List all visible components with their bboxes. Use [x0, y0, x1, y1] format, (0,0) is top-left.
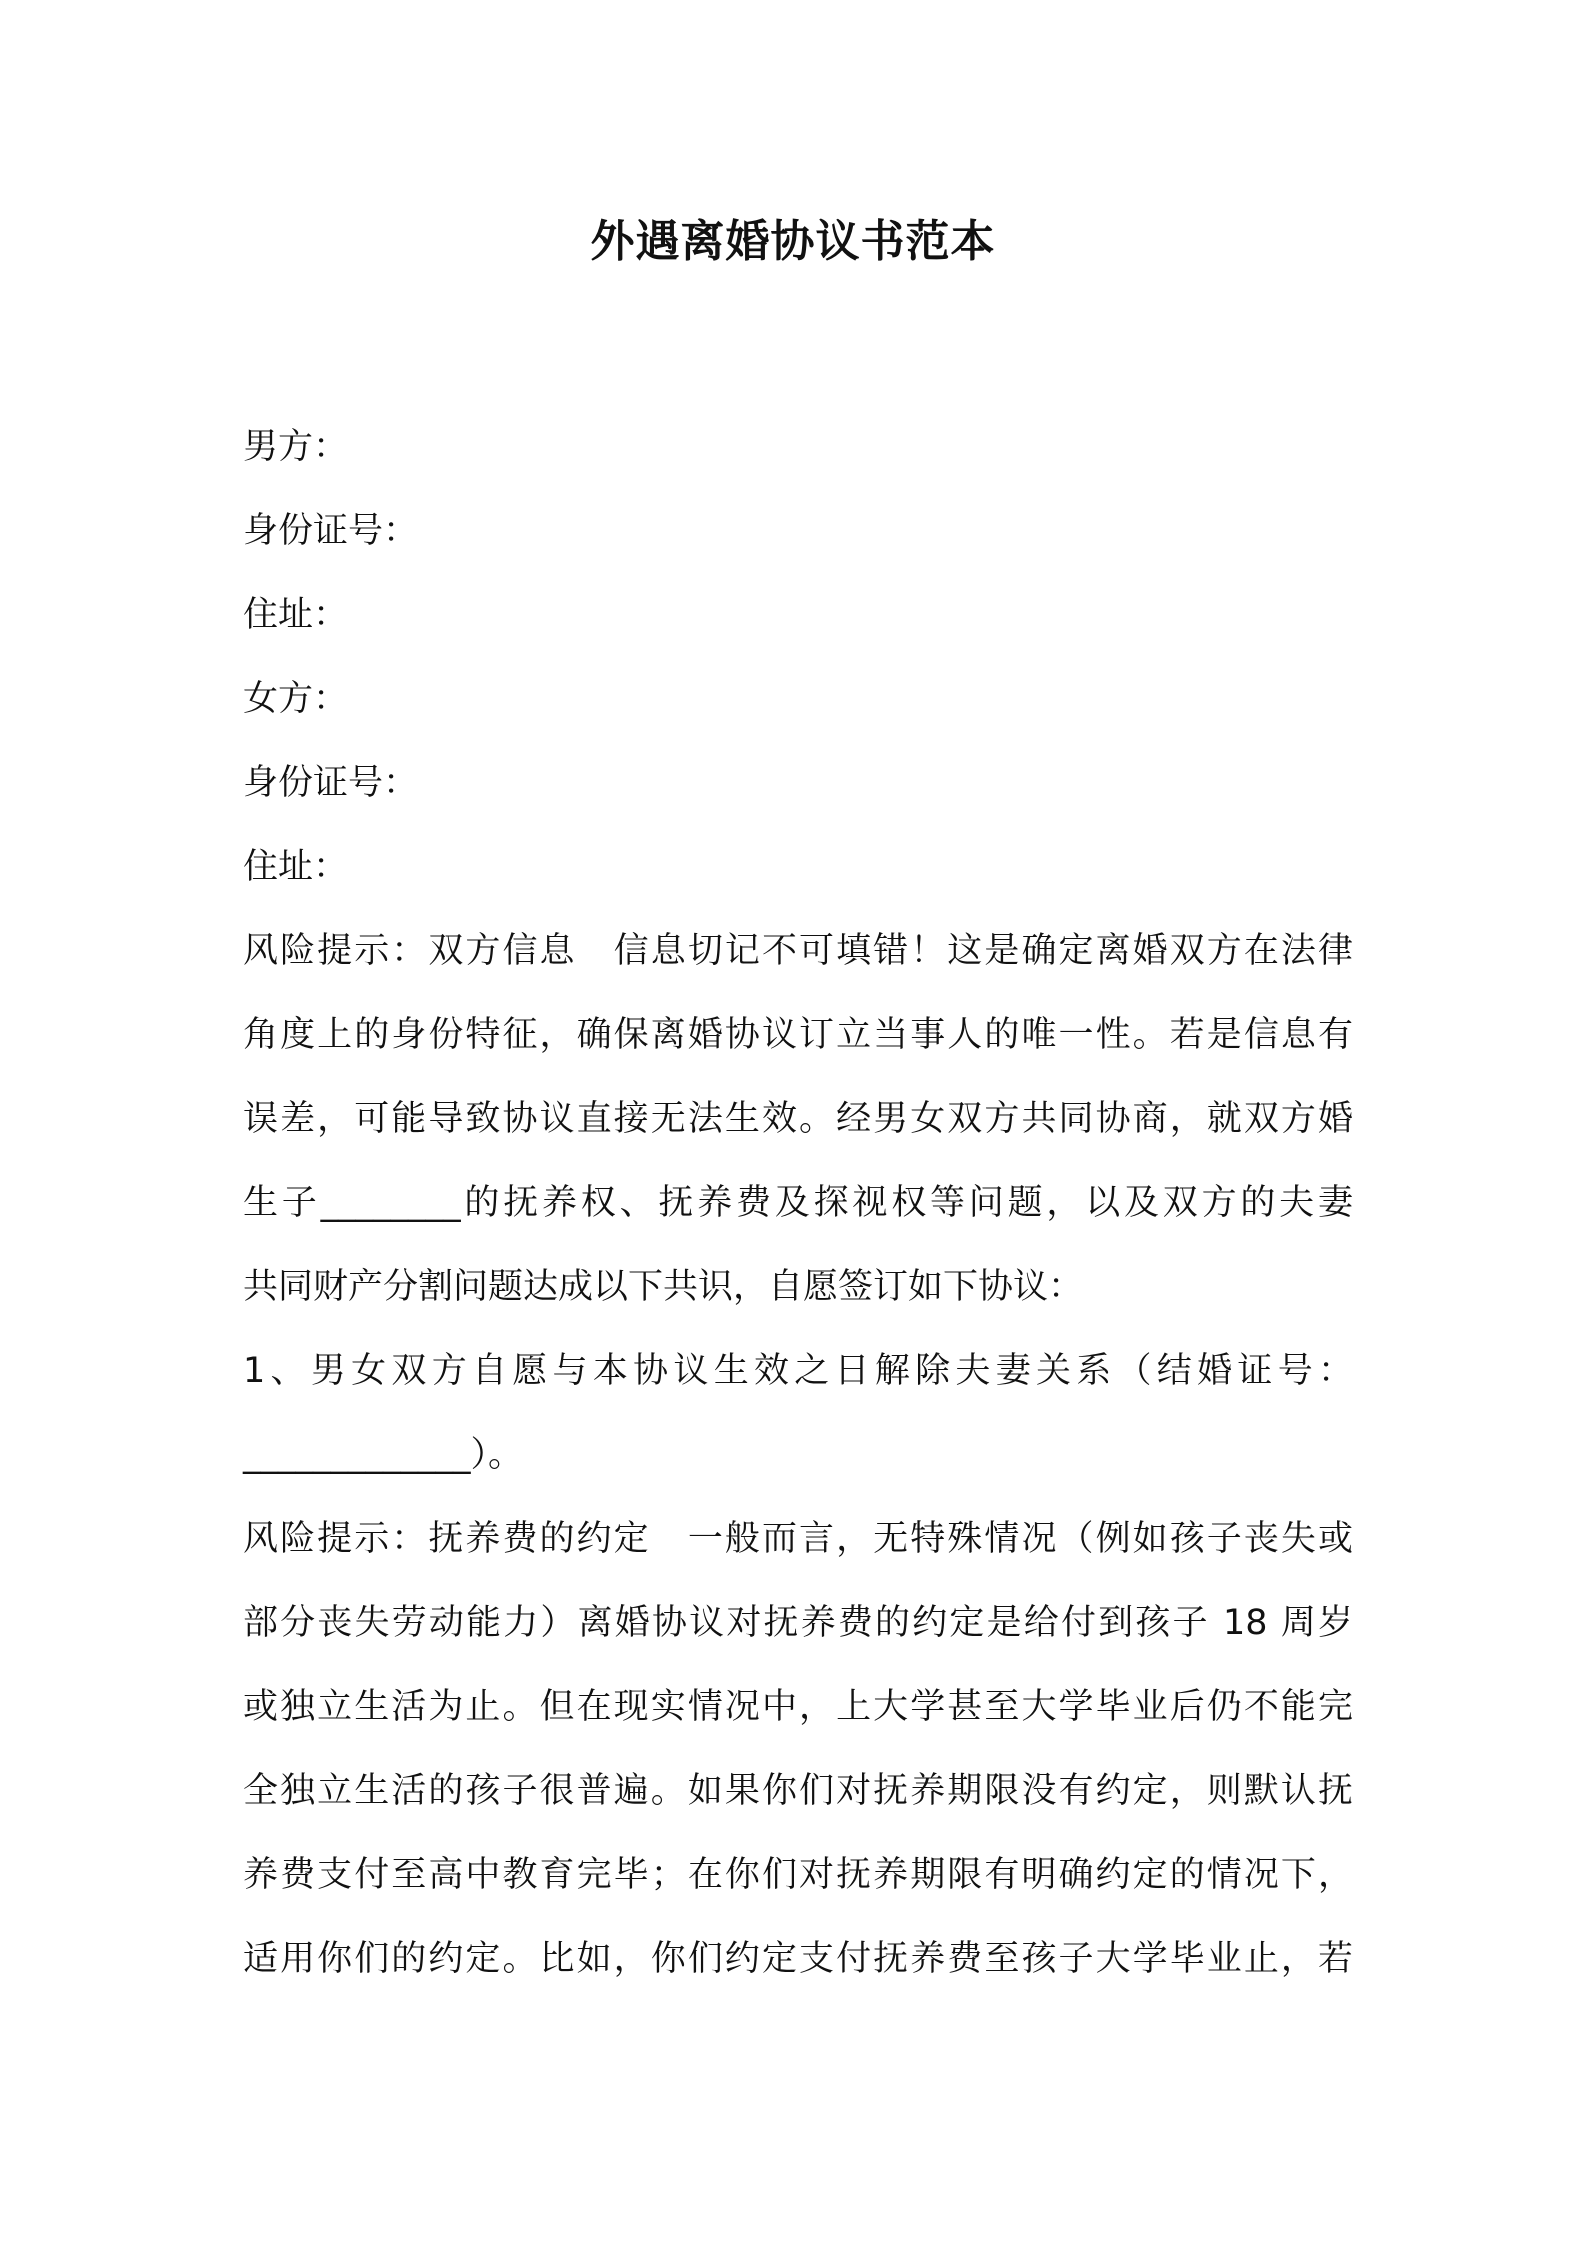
document-body — [243, 405, 1353, 2001]
field-male-id-number: 身份证号： — [243, 511, 419, 551]
field-male: 男方： — [243, 427, 349, 467]
paragraph-line: 部分丧失劳动能力）离婚协议对抚养费的约定是给付到孩子 18 周岁 — [243, 1603, 1353, 1643]
paragraph-line: 全独立生活的孩子很普遍。如果你们对抚养期限没有约定，则默认抚 — [243, 1771, 1353, 1811]
field-female-id-number: 身份证号： — [243, 763, 419, 803]
field-female-address: 住址： — [243, 847, 349, 887]
field-male-address: 住址： — [243, 595, 349, 635]
paragraph-line: 或独立生活为止。但在现实情况中，上大学甚至大学毕业后仍不能完 — [243, 1687, 1353, 1727]
document-title: 外遇离婚协议书范本 — [590, 216, 996, 267]
field-female: 女方： — [243, 679, 349, 719]
paragraph-line: 适用你们的约定。比如，你们约定支付抚养费至孩子大学毕业止，若 — [243, 1939, 1353, 1979]
clause-line: _____________）。 — [243, 1435, 524, 1475]
paragraph-line: 生子________的抚养权、抚养费及探视权等问题，以及双方的夫妻 — [243, 1183, 1353, 1223]
paragraph-line: 养费支付至高中教育完毕；在你们对抚养期限有明确约定的情况下， — [243, 1855, 1353, 1895]
paragraph-line: 误差，可能导致协议直接无法生效。经男女双方共同协商，就双方婚 — [243, 1099, 1353, 1139]
paragraph-line: 角度上的身份特征，确保离婚协议订立当事人的唯一性。若是信息有 — [243, 1015, 1353, 1055]
paragraph-line: 风险提示：抚养费的约定 一般而言，无特殊情况（例如孩子丧失或 — [243, 1519, 1353, 1559]
paragraph-line: 共同财产分割问题达成以下共识，自愿签订如下协议： — [243, 1267, 1084, 1307]
clause-line: 1、男女双方自愿与本协议生效之日解除夫妻关系（结婚证号： — [243, 1351, 1353, 1391]
paragraph-line: 风险提示：双方信息 信息切记不可填错！这是确定离婚双方在法律 — [243, 931, 1353, 971]
